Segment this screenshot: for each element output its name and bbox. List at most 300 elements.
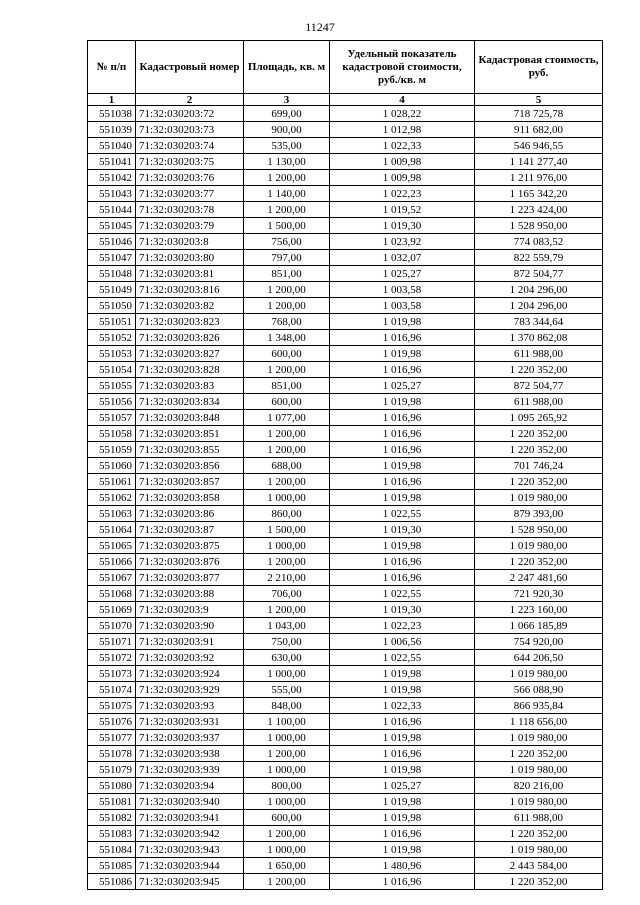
header-unit-rate: Удельный показатель кадастровой стоимости, руб./кв. м: [330, 41, 475, 94]
area-cell: 1 000,00: [244, 730, 330, 746]
column-number: 4: [330, 94, 475, 106]
area-cell: 1 500,00: [244, 522, 330, 538]
unit-rate-cell: 1 019,98: [330, 762, 475, 778]
table-row: [88, 522, 603, 538]
row-number-cell: 551060: [88, 458, 136, 474]
table-row: [88, 506, 603, 522]
row-number-cell: 551062: [88, 490, 136, 506]
row-number-cell: 551069: [88, 602, 136, 618]
table-row: [88, 874, 603, 890]
table-row: [88, 250, 603, 266]
area-cell: 688,00: [244, 458, 330, 474]
table-row: [88, 346, 603, 362]
table-row: [88, 618, 603, 634]
cadastral-cost-cell: 872 504,77: [475, 378, 603, 394]
row-number-cell: 551073: [88, 666, 136, 682]
row-number-cell: 551084: [88, 842, 136, 858]
row-number-cell: 551049: [88, 282, 136, 298]
cadastral-number-cell: 71:32:030203:86: [136, 506, 244, 522]
unit-rate-cell: 1 019,98: [330, 730, 475, 746]
unit-rate-cell: 1 019,98: [330, 538, 475, 554]
table-row: [88, 394, 603, 410]
table-row: [88, 106, 603, 122]
area-cell: 1 077,00: [244, 410, 330, 426]
table-row: [88, 650, 603, 666]
row-number-cell: 551043: [88, 186, 136, 202]
table-row: [88, 314, 603, 330]
unit-rate-cell: 1 003,58: [330, 298, 475, 314]
row-number-cell: 551056: [88, 394, 136, 410]
cadastral-number-cell: 71:32:030203:8: [136, 234, 244, 250]
cadastral-cost-cell: 1 019 980,00: [475, 666, 603, 682]
header-area: Площадь, кв. м: [244, 41, 330, 94]
row-number-cell: 551061: [88, 474, 136, 490]
row-number-cell: 551046: [88, 234, 136, 250]
unit-rate-cell: 1 019,98: [330, 682, 475, 698]
unit-rate-cell: 1 022,55: [330, 506, 475, 522]
unit-rate-cell: 1 480,96: [330, 858, 475, 874]
row-number-cell: 551063: [88, 506, 136, 522]
column-number: 2: [136, 94, 244, 106]
cadastral-number-cell: 71:32:030203:875: [136, 538, 244, 554]
unit-rate-cell: 1 016,96: [330, 426, 475, 442]
column-number: 5: [475, 94, 603, 106]
cadastral-cost-cell: 2 443 584,00: [475, 858, 603, 874]
cadastral-cost-cell: 774 083,52: [475, 234, 603, 250]
area-cell: 750,00: [244, 634, 330, 650]
page-number: 11247: [305, 20, 335, 34]
cadastral-cost-cell: 1 220 352,00: [475, 826, 603, 842]
cadastral-number-cell: 71:32:030203:855: [136, 442, 244, 458]
area-cell: 1 200,00: [244, 170, 330, 186]
cadastral-cost-cell: 872 504,77: [475, 266, 603, 282]
unit-rate-cell: 1 016,96: [330, 714, 475, 730]
cadastral-number-cell: 71:32:030203:77: [136, 186, 244, 202]
cadastral-number-cell: 71:32:030203:924: [136, 666, 244, 682]
table-row: [88, 458, 603, 474]
row-number-cell: 551045: [88, 218, 136, 234]
cadastral-number-cell: 71:32:030203:848: [136, 410, 244, 426]
area-cell: 1 000,00: [244, 762, 330, 778]
area-cell: 1 200,00: [244, 474, 330, 490]
table-row: [88, 570, 603, 586]
column-number: 1: [88, 94, 136, 106]
cadastral-number-cell: 71:32:030203:92: [136, 650, 244, 666]
unit-rate-cell: 1 016,96: [330, 330, 475, 346]
area-cell: 1 200,00: [244, 746, 330, 762]
table-row: [88, 378, 603, 394]
cadastral-number-cell: 71:32:030203:942: [136, 826, 244, 842]
cadastral-number-cell: 71:32:030203:823: [136, 314, 244, 330]
cadastral-cost-cell: 1 220 352,00: [475, 442, 603, 458]
table-row: [88, 634, 603, 650]
unit-rate-cell: 1 019,98: [330, 346, 475, 362]
table-row: [88, 202, 603, 218]
cadastral-number-cell: 71:32:030203:87: [136, 522, 244, 538]
unit-rate-cell: 1 016,96: [330, 746, 475, 762]
cadastral-number-cell: 71:32:030203:88: [136, 586, 244, 602]
area-cell: 1 000,00: [244, 538, 330, 554]
unit-rate-cell: 1 022,23: [330, 186, 475, 202]
area-cell: 1 200,00: [244, 362, 330, 378]
row-number-cell: 551050: [88, 298, 136, 314]
cadastral-cost-cell: 1 204 296,00: [475, 282, 603, 298]
cadastral-cost-cell: 611 988,00: [475, 346, 603, 362]
cadastral-cost-cell: 879 393,00: [475, 506, 603, 522]
cadastral-cost-cell: 1 019 980,00: [475, 842, 603, 858]
unit-rate-cell: 1 019,98: [330, 794, 475, 810]
cadastral-number-cell: 71:32:030203:73: [136, 122, 244, 138]
area-cell: 900,00: [244, 122, 330, 138]
cadastral-cost-cell: 1 220 352,00: [475, 474, 603, 490]
cadastral-cost-cell: 1 141 277,40: [475, 154, 603, 170]
row-number-cell: 551086: [88, 874, 136, 890]
table-row: [88, 186, 603, 202]
unit-rate-cell: 1 019,30: [330, 602, 475, 618]
cadastral-cost-cell: 1 220 352,00: [475, 426, 603, 442]
unit-rate-cell: 1 006,56: [330, 634, 475, 650]
table-row: [88, 858, 603, 874]
row-number-cell: 551044: [88, 202, 136, 218]
area-cell: 600,00: [244, 394, 330, 410]
area-cell: 600,00: [244, 346, 330, 362]
unit-rate-cell: 1 019,98: [330, 842, 475, 858]
area-cell: 1 140,00: [244, 186, 330, 202]
area-cell: 1 000,00: [244, 842, 330, 858]
row-number-cell: 551052: [88, 330, 136, 346]
cadastral-number-cell: 71:32:030203:856: [136, 458, 244, 474]
unit-rate-cell: 1 003,58: [330, 282, 475, 298]
cadastral-number-cell: 71:32:030203:827: [136, 346, 244, 362]
row-number-cell: 551065: [88, 538, 136, 554]
cadastral-number-cell: 71:32:030203:81: [136, 266, 244, 282]
cadastral-number-cell: 71:32:030203:75: [136, 154, 244, 170]
cadastral-cost-cell: 1 204 296,00: [475, 298, 603, 314]
row-number-cell: 551064: [88, 522, 136, 538]
cadastral-number-cell: 71:32:030203:816: [136, 282, 244, 298]
cadastral-cost-cell: 1 118 656,00: [475, 714, 603, 730]
unit-rate-cell: 1 019,98: [330, 810, 475, 826]
area-cell: 1 130,00: [244, 154, 330, 170]
row-number-cell: 551081: [88, 794, 136, 810]
row-number-cell: 551075: [88, 698, 136, 714]
row-number-cell: 551080: [88, 778, 136, 794]
row-number-cell: 551066: [88, 554, 136, 570]
cadastral-number-cell: 71:32:030203:79: [136, 218, 244, 234]
area-cell: 1 500,00: [244, 218, 330, 234]
cadastral-number-cell: 71:32:030203:834: [136, 394, 244, 410]
cadastral-number-cell: 71:32:030203:93: [136, 698, 244, 714]
area-cell: 1 100,00: [244, 714, 330, 730]
row-number-cell: 551068: [88, 586, 136, 602]
cadastral-number-cell: 71:32:030203:78: [136, 202, 244, 218]
table-row: [88, 362, 603, 378]
row-number-cell: 551057: [88, 410, 136, 426]
unit-rate-cell: 1 016,96: [330, 410, 475, 426]
unit-rate-cell: 1 022,23: [330, 618, 475, 634]
table-row: [88, 810, 603, 826]
area-cell: 1 200,00: [244, 602, 330, 618]
area-cell: 1 200,00: [244, 874, 330, 890]
cadastral-cost-cell: 546 946,55: [475, 138, 603, 154]
column-number-row: [88, 94, 603, 106]
row-number-cell: 551039: [88, 122, 136, 138]
cadastre-table: [87, 40, 603, 890]
cadastral-cost-cell: 866 935,84: [475, 698, 603, 714]
area-cell: 630,00: [244, 650, 330, 666]
table-row: [88, 410, 603, 426]
table-row: [88, 730, 603, 746]
unit-rate-cell: 1 019,98: [330, 490, 475, 506]
area-cell: 1 000,00: [244, 666, 330, 682]
unit-rate-cell: 1 019,98: [330, 394, 475, 410]
area-cell: 699,00: [244, 106, 330, 122]
unit-rate-cell: 1 019,30: [330, 522, 475, 538]
cadastral-cost-cell: 820 216,00: [475, 778, 603, 794]
row-number-cell: 551076: [88, 714, 136, 730]
cadastral-cost-cell: 1 066 185,89: [475, 618, 603, 634]
cadastral-cost-cell: 566 088,90: [475, 682, 603, 698]
area-cell: 1 200,00: [244, 442, 330, 458]
cadastral-cost-cell: 1 019 980,00: [475, 794, 603, 810]
area-cell: 756,00: [244, 234, 330, 250]
cadastral-cost-cell: 701 746,24: [475, 458, 603, 474]
table-row: [88, 474, 603, 490]
area-cell: 1 200,00: [244, 826, 330, 842]
cadastral-cost-cell: 2 247 481,60: [475, 570, 603, 586]
cadastral-cost-cell: 1 528 950,00: [475, 522, 603, 538]
cadastral-number-cell: 71:32:030203:944: [136, 858, 244, 874]
area-cell: 2 210,00: [244, 570, 330, 586]
area-cell: 535,00: [244, 138, 330, 154]
unit-rate-cell: 1 022,55: [330, 586, 475, 602]
table-row: [88, 538, 603, 554]
unit-rate-cell: 1 022,33: [330, 138, 475, 154]
area-cell: 1 200,00: [244, 282, 330, 298]
cadastral-cost-cell: 822 559,79: [475, 250, 603, 266]
cadastral-number-cell: 71:32:030203:76: [136, 170, 244, 186]
row-number-cell: 551077: [88, 730, 136, 746]
cadastral-cost-cell: 1 019 980,00: [475, 730, 603, 746]
row-number-cell: 551059: [88, 442, 136, 458]
unit-rate-cell: 1 019,98: [330, 314, 475, 330]
cadastral-cost-cell: 1 223 160,00: [475, 602, 603, 618]
table-row: [88, 778, 603, 794]
unit-rate-cell: 1 012,98: [330, 122, 475, 138]
cadastral-cost-cell: 911 682,00: [475, 122, 603, 138]
table-row: [88, 602, 603, 618]
unit-rate-cell: 1 022,55: [330, 650, 475, 666]
area-cell: 1 200,00: [244, 298, 330, 314]
area-cell: 851,00: [244, 266, 330, 282]
table-row: [88, 842, 603, 858]
cadastral-cost-cell: 783 344,64: [475, 314, 603, 330]
cadastral-cost-cell: 754 920,00: [475, 634, 603, 650]
table-row: [88, 586, 603, 602]
cadastral-number-cell: 71:32:030203:828: [136, 362, 244, 378]
unit-rate-cell: 1 025,27: [330, 378, 475, 394]
area-cell: 1 000,00: [244, 794, 330, 810]
unit-rate-cell: 1 019,98: [330, 458, 475, 474]
row-number-cell: 551038: [88, 106, 136, 122]
cadastral-number-cell: 71:32:030203:83: [136, 378, 244, 394]
unit-rate-cell: 1 016,96: [330, 442, 475, 458]
row-number-cell: 551072: [88, 650, 136, 666]
cadastral-number-cell: 71:32:030203:939: [136, 762, 244, 778]
table-row: [88, 554, 603, 570]
cadastral-cost-cell: 1 528 950,00: [475, 218, 603, 234]
cadastral-cost-cell: 1 223 424,00: [475, 202, 603, 218]
cadastral-cost-cell: 718 725,78: [475, 106, 603, 122]
unit-rate-cell: 1 023,92: [330, 234, 475, 250]
area-cell: 555,00: [244, 682, 330, 698]
unit-rate-cell: 1 022,33: [330, 698, 475, 714]
unit-rate-cell: 1 009,98: [330, 170, 475, 186]
cadastral-number-cell: 71:32:030203:940: [136, 794, 244, 810]
cadastral-number-cell: 71:32:030203:858: [136, 490, 244, 506]
area-cell: 1 200,00: [244, 426, 330, 442]
cadastral-number-cell: 71:32:030203:929: [136, 682, 244, 698]
area-cell: 1 043,00: [244, 618, 330, 634]
unit-rate-cell: 1 016,96: [330, 826, 475, 842]
unit-rate-cell: 1 019,98: [330, 666, 475, 682]
cadastral-number-cell: 71:32:030203:945: [136, 874, 244, 890]
area-cell: 1 200,00: [244, 202, 330, 218]
cadastral-cost-cell: 1 211 976,00: [475, 170, 603, 186]
row-number-cell: 551079: [88, 762, 136, 778]
row-number-cell: 551042: [88, 170, 136, 186]
area-cell: 797,00: [244, 250, 330, 266]
cadastral-cost-cell: 1 220 352,00: [475, 746, 603, 762]
cadastral-number-cell: 71:32:030203:82: [136, 298, 244, 314]
row-number-cell: 551048: [88, 266, 136, 282]
cadastral-number-cell: 71:32:030203:877: [136, 570, 244, 586]
row-number-cell: 551047: [88, 250, 136, 266]
column-number: 3: [244, 94, 330, 106]
unit-rate-cell: 1 016,96: [330, 554, 475, 570]
table-row: [88, 442, 603, 458]
cadastral-number-cell: 71:32:030203:931: [136, 714, 244, 730]
unit-rate-cell: 1 032,07: [330, 250, 475, 266]
table-row: [88, 298, 603, 314]
row-number-cell: 551085: [88, 858, 136, 874]
header-cadastral-number: Кадастровый номер: [136, 41, 244, 94]
table-row: [88, 698, 603, 714]
cadastral-number-cell: 71:32:030203:94: [136, 778, 244, 794]
area-cell: 1 200,00: [244, 554, 330, 570]
table-row: [88, 154, 603, 170]
cadastral-cost-cell: 611 988,00: [475, 810, 603, 826]
cadastral-number-cell: 71:32:030203:943: [136, 842, 244, 858]
cadastral-cost-cell: 1 095 265,92: [475, 410, 603, 426]
cadastral-number-cell: 71:32:030203:74: [136, 138, 244, 154]
row-number-cell: 551055: [88, 378, 136, 394]
row-number-cell: 551041: [88, 154, 136, 170]
area-cell: 600,00: [244, 810, 330, 826]
cadastral-number-cell: 71:32:030203:938: [136, 746, 244, 762]
area-cell: 848,00: [244, 698, 330, 714]
area-cell: 1 348,00: [244, 330, 330, 346]
row-number-cell: 551074: [88, 682, 136, 698]
cadastral-cost-cell: 721 920,30: [475, 586, 603, 602]
table-row: [88, 330, 603, 346]
unit-rate-cell: 1 016,96: [330, 570, 475, 586]
row-number-cell: 551053: [88, 346, 136, 362]
area-cell: 860,00: [244, 506, 330, 522]
unit-rate-cell: 1 016,96: [330, 474, 475, 490]
cadastral-number-cell: 71:32:030203:9: [136, 602, 244, 618]
table-row: [88, 714, 603, 730]
cadastral-cost-cell: 1 220 352,00: [475, 362, 603, 378]
area-cell: 851,00: [244, 378, 330, 394]
row-number-cell: 551070: [88, 618, 136, 634]
unit-rate-cell: 1 019,30: [330, 218, 475, 234]
cadastral-cost-cell: 1 019 980,00: [475, 762, 603, 778]
unit-rate-cell: 1 025,27: [330, 778, 475, 794]
row-number-cell: 551040: [88, 138, 136, 154]
table-row: [88, 218, 603, 234]
cadastral-number-cell: 71:32:030203:937: [136, 730, 244, 746]
row-number-cell: 551078: [88, 746, 136, 762]
row-number-cell: 551058: [88, 426, 136, 442]
table-row: [88, 746, 603, 762]
table-row: [88, 170, 603, 186]
unit-rate-cell: 1 028,22: [330, 106, 475, 122]
table-row: [88, 282, 603, 298]
cadastral-cost-cell: 644 206,50: [475, 650, 603, 666]
cadastral-cost-cell: 611 988,00: [475, 394, 603, 410]
cadastral-cost-cell: 1 220 352,00: [475, 874, 603, 890]
table-header-row: [88, 41, 603, 94]
unit-rate-cell: 1 019,52: [330, 202, 475, 218]
cadastral-number-cell: 71:32:030203:90: [136, 618, 244, 634]
unit-rate-cell: 1 016,96: [330, 362, 475, 378]
row-number-cell: 551051: [88, 314, 136, 330]
cadastral-cost-cell: 1 019 980,00: [475, 490, 603, 506]
table-row: [88, 762, 603, 778]
table-row: [88, 666, 603, 682]
cadastral-cost-cell: 1 370 862,08: [475, 330, 603, 346]
row-number-cell: 551082: [88, 810, 136, 826]
table-row: [88, 122, 603, 138]
header-num: № п/п: [88, 41, 136, 94]
row-number-cell: 551067: [88, 570, 136, 586]
cadastral-number-cell: 71:32:030203:876: [136, 554, 244, 570]
area-cell: 800,00: [244, 778, 330, 794]
cadastral-cost-cell: 1 165 342,20: [475, 186, 603, 202]
cadastral-number-cell: 71:32:030203:851: [136, 426, 244, 442]
cadastral-number-cell: 71:32:030203:80: [136, 250, 244, 266]
table-row: [88, 490, 603, 506]
area-cell: 1 000,00: [244, 490, 330, 506]
header-cadastral-cost: Кадастровая стоимость, руб.: [475, 41, 603, 94]
table-row: [88, 426, 603, 442]
table-row: [88, 234, 603, 250]
unit-rate-cell: 1 025,27: [330, 266, 475, 282]
area-cell: 768,00: [244, 314, 330, 330]
table-body: [88, 94, 603, 890]
table-row: [88, 266, 603, 282]
cadastral-number-cell: 71:32:030203:826: [136, 330, 244, 346]
table-row: [88, 826, 603, 842]
table-row: [88, 794, 603, 810]
table-row: [88, 682, 603, 698]
table-row: [88, 138, 603, 154]
cadastral-number-cell: 71:32:030203:91: [136, 634, 244, 650]
unit-rate-cell: 1 009,98: [330, 154, 475, 170]
cadastral-cost-cell: 1 019 980,00: [475, 538, 603, 554]
area-cell: 706,00: [244, 586, 330, 602]
